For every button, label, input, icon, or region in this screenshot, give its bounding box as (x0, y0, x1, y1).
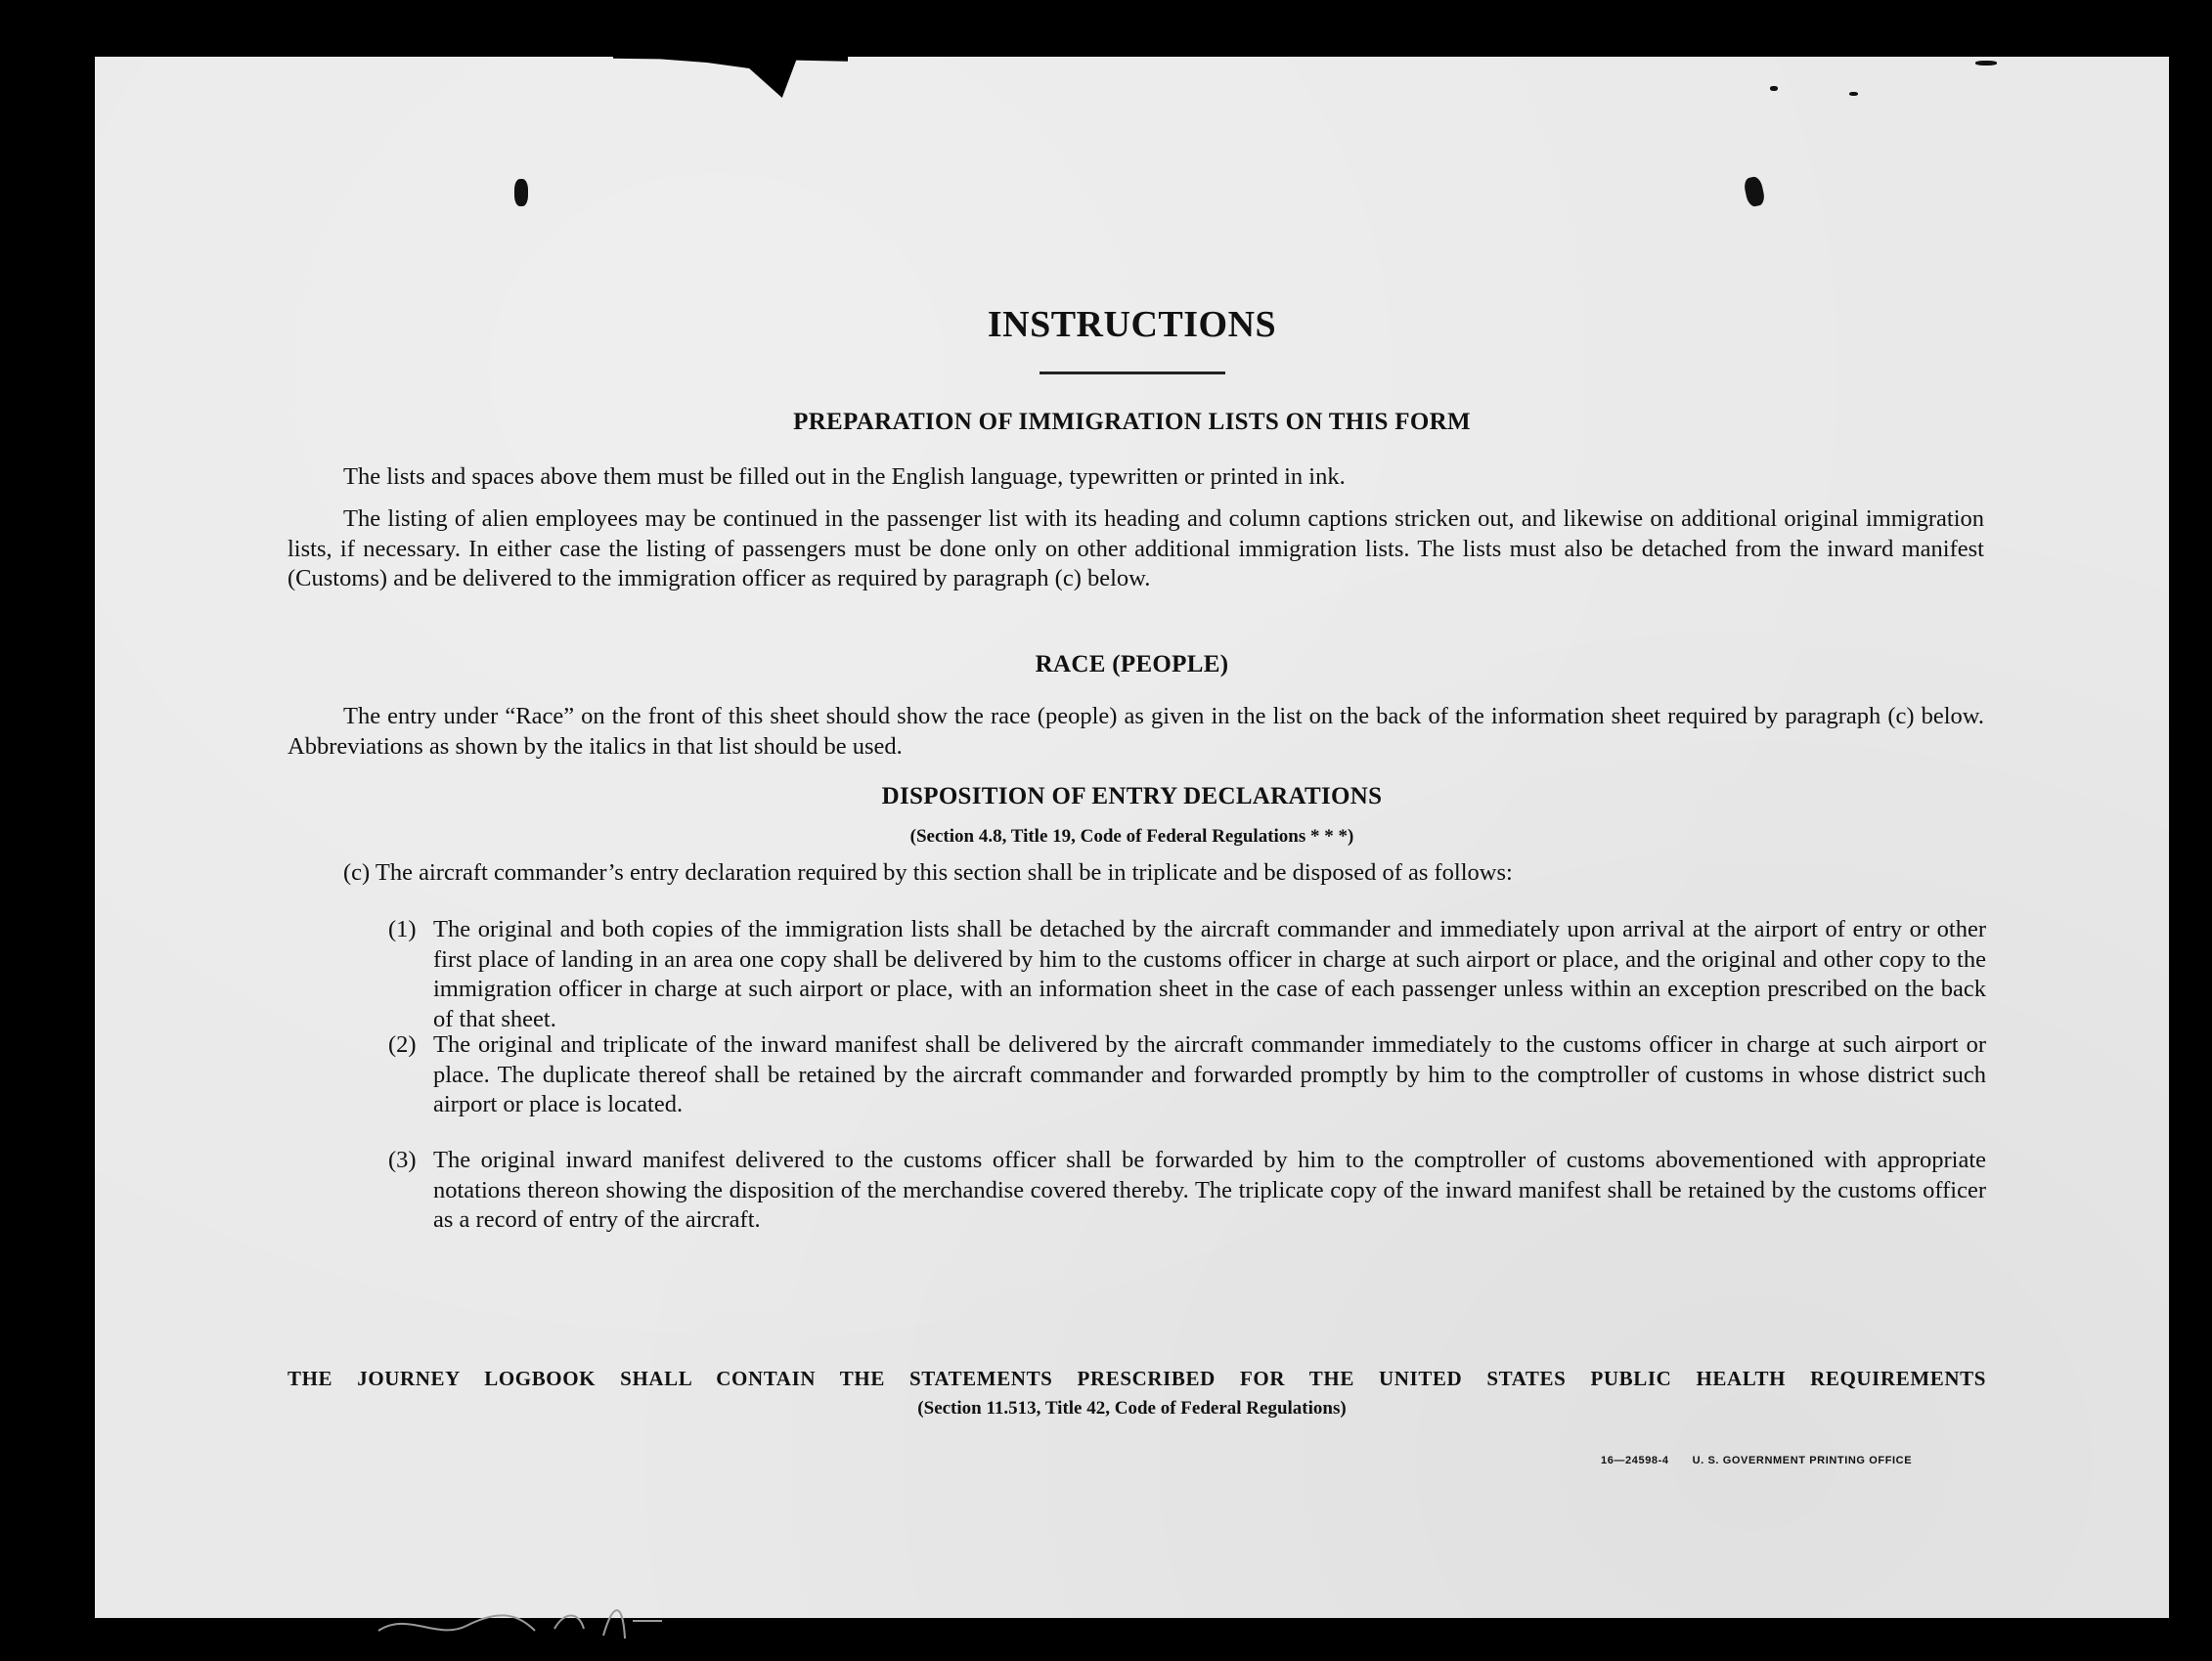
section-heading-disposition: DISPOSITION OF ENTRY DECLARATIONS (881, 783, 1383, 809)
preparation-paragraph-1: The lists and spaces above them must be filled out in the English language, typewritten or printed in ink. (343, 463, 1346, 490)
preparation-paragraph-2-text: The listing of alien employees may be continued in the passenger list with its heading and column captions stricken out, and likewise on additional original immigration lists, if necessary. In either case the listing of passengers must be done only on other additional immigration lists. The lists must also be detached from the inward manifest (Customs) and be delivered to the immigration officer as required by paragraph (c) below. (288, 505, 1984, 591)
list-item-1 (388, 915, 1986, 1034)
document-page (95, 57, 2169, 1618)
clause-c-intro (343, 858, 1986, 889)
speck (1849, 92, 1858, 96)
punch-mark-left (514, 179, 528, 206)
clause-label: (c) (343, 859, 371, 886)
form-number: 16—24598-4 (1601, 1455, 1669, 1466)
section-heading-preparation: PREPARATION OF IMMIGRATION LISTS ON THIS FORM (793, 409, 1471, 435)
printer-imprint (1601, 1455, 1935, 1466)
torn-edge (613, 57, 848, 115)
section-heading-race: RACE (PEOPLE) (1035, 651, 1229, 678)
printer-name: U. S. GOVERNMENT PRINTING OFFICE (1692, 1455, 1913, 1466)
list-item-3 (388, 1146, 1986, 1236)
clause-text: The aircraft commander’s entry declaration required by this section shall be in triplicate and be disposed of as follows: (375, 859, 1513, 886)
race-paragraph: The entry under “Race” on the front of this sheet should show the race (people) as given in the list on the back of the information sheet required by paragraph (c) below. Abbreviations as shown by the italics in that list should be used. (288, 703, 1984, 760)
item-text: The original and both copies of the immigration lists shall be detached by the aircraft commander and immediately upon arrival at the airport of entry or other first place of landing in an area one copy shall be delivered by him to the customs officer in charge at such airport or place, and the original and other copy to the immigration officer in charge at such airport or place, with an information sheet in the case of each passenger unless within an exception prescribed on the back of that sheet. (433, 916, 1986, 1032)
item-text: The original and triplicate of the inward manifest shall be delivered by the aircraft commander immediately to the customs officer in charge at such airport or place. The duplicate thereof shall be retained by the aircraft commander and forwarded promptly by him to the comptroller of customs in whose district such airport or place is located. (433, 1031, 1986, 1117)
speck (1770, 86, 1778, 91)
item-number: (1) (388, 916, 417, 942)
footer-notice: THE JOURNEY LOGBOOK SHALL CONTAIN THE STATEMENTS PRESCRIBED FOR THE UNITED STATES PUBLIC HEALTH REQUIREMENTS (288, 1367, 1986, 1390)
punch-mark-right (1743, 175, 1766, 207)
item-number: (3) (388, 1147, 417, 1173)
item-text: The original inward manifest delivered to the customs officer shall be forwarded by him to the comptroller of customs abovementioned with appropriate notations thereon showing the disposition of the merchandise covered thereby. The triplicate copy of the inward manifest shall be retained by the customs officer as a record of entry of the aircraft. (433, 1147, 1986, 1233)
preparation-paragraph-2 (288, 504, 1984, 594)
page-title: INSTRUCTIONS (987, 304, 1277, 345)
speck (1975, 61, 1997, 66)
list-item-2 (388, 1030, 1986, 1120)
title-rule (1040, 372, 1225, 374)
disposition-citation: (Section 4.8, Title 19, Code of Federal Regulations * * *) (909, 826, 1354, 847)
item-number: (2) (388, 1031, 417, 1058)
footer-citation: (Section 11.513, Title 42, Code of Federal Regulations) (917, 1398, 1347, 1419)
pencil-mark (369, 1592, 682, 1650)
